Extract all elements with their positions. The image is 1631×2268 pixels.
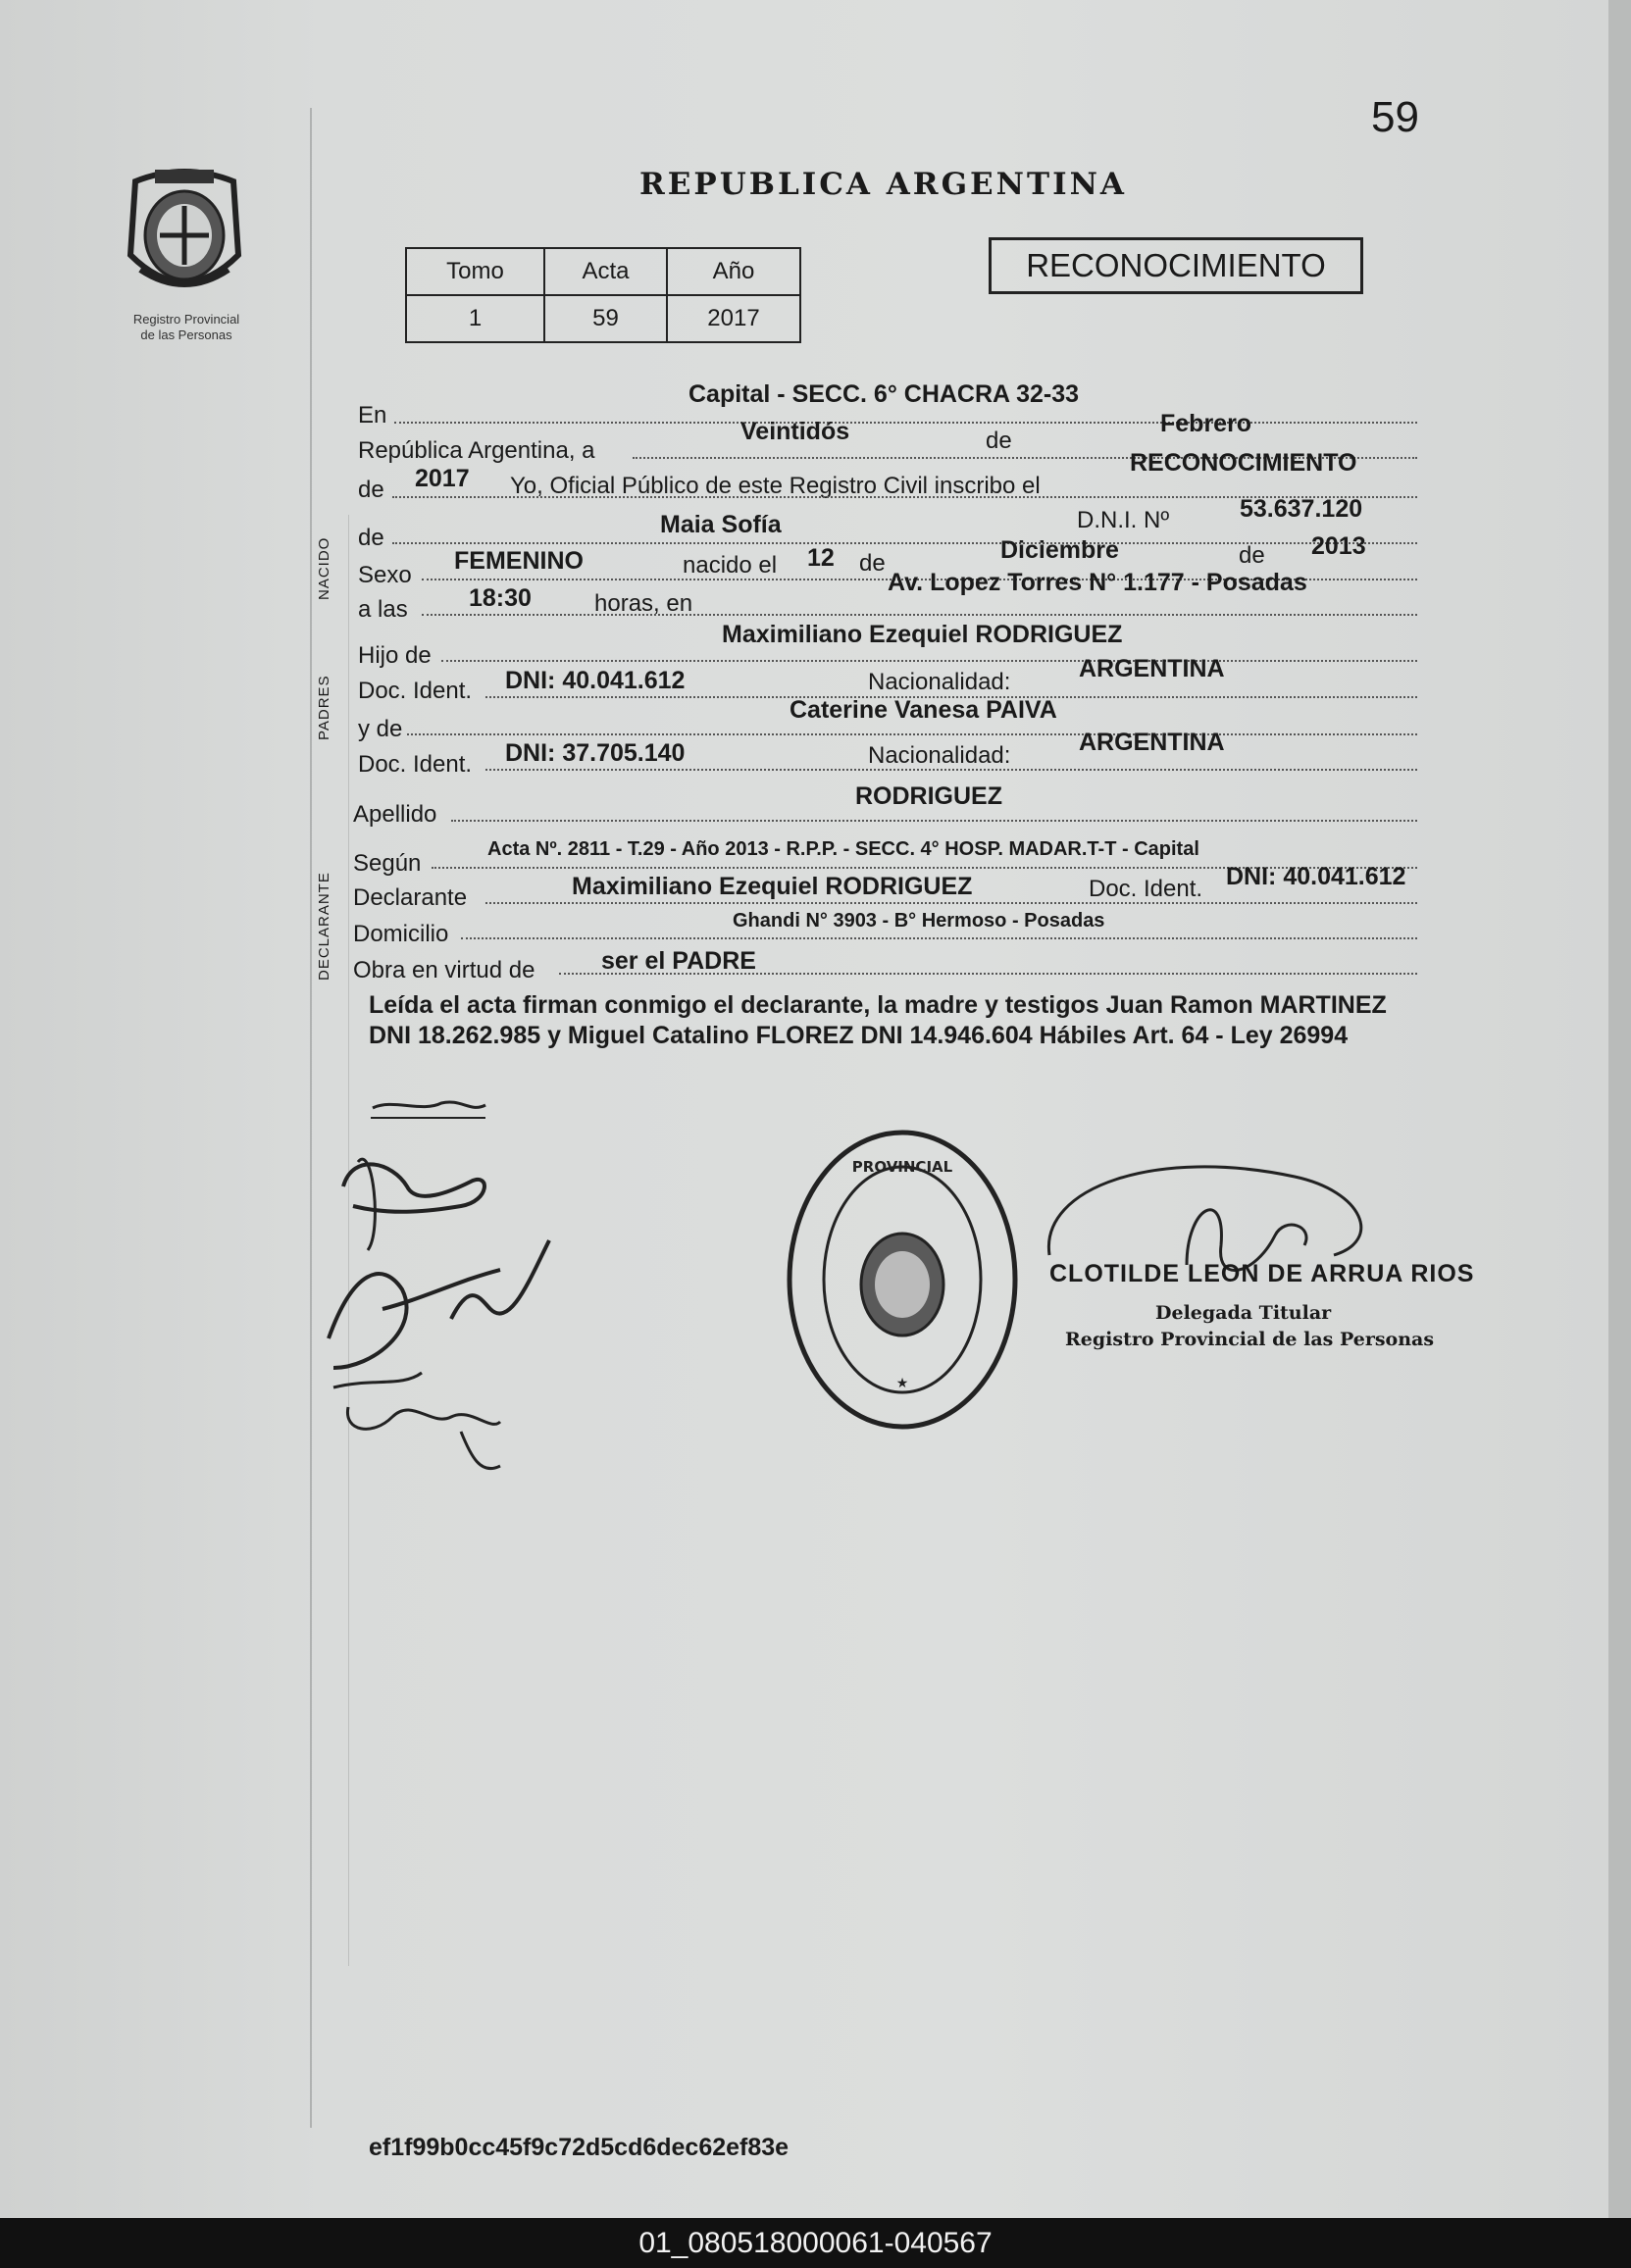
handwritten-signatures [314,1093,579,1486]
registry-value-acta: 59 [544,295,667,342]
official-name: CLOTILDE LEON DE ARRUA RIOS [1049,1260,1475,1287]
mes-value: Febrero [1160,410,1252,437]
registry-header-tomo: Tomo [406,248,544,295]
registry-header-anio: Año [667,248,800,295]
de-label-4: de [859,550,886,577]
madre-doc-label: Doc. Ident. [358,751,473,778]
dotted-line [559,973,1417,975]
document-hash: ef1f99b0cc45f9c72d5cd6dec62ef83e [369,2134,790,2161]
margin-line [310,108,312,2128]
dni-value: 53.637.120 [1240,495,1363,523]
nac-anio-value: 2013 [1311,532,1366,560]
segun-label: Según [353,850,422,877]
dotted-line [451,820,1417,822]
de-label-3: de [358,525,384,551]
republica-label: República Argentina, a [358,437,595,464]
lugar-nac-value: Av. Lopez Torres N° 1.177 - Posadas [888,569,1307,596]
padre-value: Maximiliano Ezequiel RODRIGUEZ [722,621,1123,648]
de-label-2: de [358,477,384,503]
y-de-label: y de [358,716,403,742]
lugar-value: Capital - SECC. 6° CHACRA 32-33 [688,380,1080,408]
nombre-value: Maia Sofía [660,511,782,538]
side-label-nacido: NACIDO [316,536,332,600]
acto-value: RECONOCIMIENTO [1130,449,1357,477]
dotted-line [485,769,1417,771]
scan-id-footer: 01_080518000061-040567 [0,2218,1631,2268]
registry-header-row [406,248,800,295]
de-label: de [986,428,1012,454]
apellido-value: RODRIGUEZ [855,782,1002,810]
official-stamp-icon [780,1123,1025,1436]
closing-text: Leída el acta firman conmigo el declarante, la madre y testigos Juan Ramon MARTINEZ DNI 18.262.985 y Miguel Catalino FLOREZ DNI 14.946.604 Hábiles Art. 64 - Ley 26994 [369,991,1387,1049]
official-role: Delegada Titular [1155,1302,1332,1324]
declarante-label: Declarante [353,884,468,911]
hijo-label: Hijo de [358,642,432,669]
declarante-doc-value: DNI: 40.041.612 [1226,863,1406,890]
registry-header-acta: Acta [544,248,667,295]
declarante-doc-label: Doc. Ident. [1089,876,1203,902]
declarante-value: Maximiliano Ezequiel RODRIGUEZ [572,873,973,900]
dotted-line [407,733,1417,735]
yo-label: Yo, Oficial Público de este Registro Civil inscribo el [510,473,1041,499]
act-type-box: RECONOCIMIENTO [989,237,1363,294]
padre-doc-label: Doc. Ident. [358,678,473,704]
registry-value-tomo: 1 [406,295,544,342]
dotted-line [461,937,1417,939]
hora-value: 18:30 [469,584,532,612]
logo-caption-line-2: de las Personas [140,328,232,342]
padre-nac-label: Nacionalidad: [868,669,1011,695]
nac-mes-value: Diciembre [1000,536,1119,564]
madre-nac-value: ARGENTINA [1079,729,1225,756]
madre-value: Caterine Vanesa PAIVA [790,696,1057,724]
anio-value: 2017 [415,465,470,492]
dni-label: D.N.I. Nº [1077,507,1170,533]
apellido-label: Apellido [353,801,437,828]
sexo-label: Sexo [358,562,412,588]
en-label: En [358,402,387,428]
de-label-5: de [1239,542,1265,569]
side-label-padres: PADRES [316,675,332,740]
domicilio-value: Ghandi N° 3903 - B° Hermoso - Posadas [733,910,1105,932]
logo-caption [98,312,275,343]
nacido-label: nacido el [683,552,778,579]
dotted-line [485,902,1417,904]
madre-doc-value: DNI: 37.705.140 [505,739,686,767]
registry-table [405,247,801,343]
official-org: Registro Provincial de las Personas [1065,1329,1435,1350]
padre-doc-value: DNI: 40.041.612 [505,667,686,694]
domicilio-label: Domicilio [353,921,449,947]
dotted-line [422,614,1417,616]
sexo-value: FEMENINO [454,547,584,575]
padre-nac-value: ARGENTINA [1079,655,1225,682]
obra-label: Obra en virtud de [353,957,535,983]
coat-of-arms-icon [116,162,253,309]
nac-dia-value: 12 [807,544,835,572]
page-edge [1608,0,1631,2218]
horas-label: horas, en [594,590,693,617]
dia-value: Veintidós [740,418,850,445]
registry-value-anio: 2017 [667,295,800,342]
registry-value-row [406,295,800,342]
logo-caption-line-1: Registro Provincial [132,312,240,327]
dotted-line [394,422,1417,424]
a-las-label: a las [358,596,408,623]
page-number: 59 [1371,93,1419,141]
side-label-declarante: DECLARANTE [316,872,332,981]
svg-text:PROVINCIAL: PROVINCIAL [851,1158,953,1176]
obra-value: ser el PADRE [601,947,756,975]
document-title: REPUBLICA ARGENTINA [639,167,1127,202]
madre-nac-label: Nacionalidad: [868,742,1011,769]
segun-value: Acta Nº. 2811 - T.29 - Año 2013 - R.P.P. - SECC. 4° HOSP. MADAR.T-T - Capital [487,838,1199,860]
dotted-line [441,660,1417,662]
svg-text:★: ★ [895,1376,909,1391]
